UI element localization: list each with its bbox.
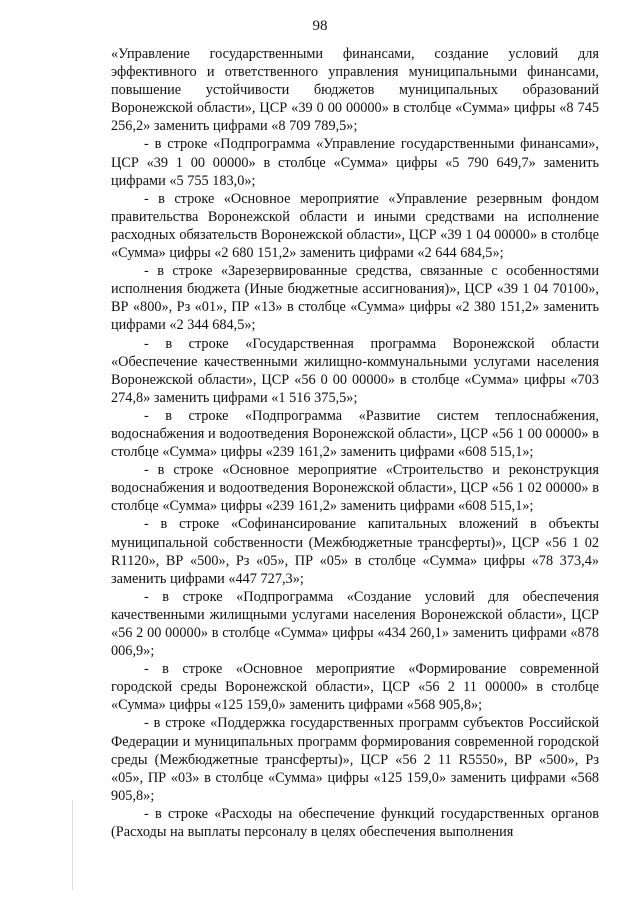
paragraph-10: - в строке «Основное мероприятие «Формирование современной городской среды Воронежской области», ЦСР «56 2 11 00000» в столбце «Сумма» цифры «125 159,0» заменить цифрами «568 905,8»;	[111, 661, 599, 714]
paragraph-3: - в строке «Основное мероприятие «Управление резервным фондом правительства Воронежской области и иными средствами на исполнение расходных обязательств Воронежской области», ЦСР «39 1 04 00000» в столбце «Сумма» цифры «2 680 151,2» заменить цифрами «2 644 684,5»;	[111, 190, 599, 262]
paragraph-8: - в строке «Софинансирование капитальных вложений в объекты муниципальной собственности (Межбюджетные трансферты)», ЦСР «56 1 02 R1120», ВР «500», Рз «05», ПР «05» в столбце «Сумма» цифры «78 373,4» заменить цифрами «447 727,3»;	[111, 516, 599, 587]
paragraph-11: - в строке «Поддержка государственных программ субъектов Российской Федерации и муниципальных программ формирования современной городской среды (Межбюджетные трансферты)», ЦСР «56 2 11 R5550», ВР «500», Рз «05», ПР «03» в столбце «Сумма» цифры «125 159,0» заменить цифрами «568 905,8»;	[111, 715, 599, 804]
paragraph-1: «Управление государственными финансами, создание условий для эффективного и ответственного управления муниципальными финансами, повышение устойчивости бюджетов муниципальных образований Воронежской области», ЦСР «39 0 00 00000» в столбце «Сумма» цифры «8 745 256,2» заменить цифрами «8 709 789,5»;	[111, 46, 599, 135]
paragraph-9: - в строке «Подпрограмма «Создание условий для обеспечения качественными жилищными услугами населения Воронежской области», ЦСР «56 2 00 00000» в столбце «Сумма» цифры «434 260,1» заменить цифрами «878 006,9»;	[111, 588, 599, 660]
paragraph-5: - в строке «Государственная программа Воронежской области «Обеспечение качественными жилищно-коммунальными услугами населения Воронежской области», ЦСР «56 0 00 00000» в столбце «Сумма» цифры «703 274,8» заменить цифрами «1 516 375,5»;	[111, 335, 599, 406]
paragraph-7: - в строке «Основное мероприятие «Строительство и реконструкция водоснабжения и водоотведения Воронежской области», ЦСР «56 1 02 00000» в столбце «Сумма» цифры «239 161,2» заменить цифрами «608 515,1»;	[111, 462, 599, 515]
paragraph-4: - в строке «Зарезервированные средства, связанные с особенностями исполнения бюджета (Иные бюджетные ассигнования)», ЦСР «39 1 04 70100», ВР «800», Рз «01», ПР «13» в столбце «Сумма» цифры «2 380 151,2» заменить цифрами «2 344 684,5»;	[111, 263, 599, 334]
scan-margin-line	[72, 800, 73, 890]
paragraph-2: - в строке «Подпрограмма «Управление государственными финансами», ЦСР «39 1 00 00000» в столбце «Сумма» цифры «5 790 649,7» заменить цифрами «5 755 183,0»;	[111, 136, 599, 189]
document-body	[111, 45, 599, 841]
paragraph-6: - в строке «Подпрограмма «Развитие систем теплоснабжения, водоснабжения и водоотведения Воронежской области», ЦСР «56 1 00 00000» в столбце «Сумма» цифры «239 161,2» заменить цифрами «608 515,1»;	[111, 407, 599, 461]
page-number: 98	[312, 18, 328, 34]
paragraph-12: - в строке «Расходы на обеспечение функций государственных органов (Расходы на выплаты персоналу в целях обеспечения выполнения	[111, 805, 599, 841]
